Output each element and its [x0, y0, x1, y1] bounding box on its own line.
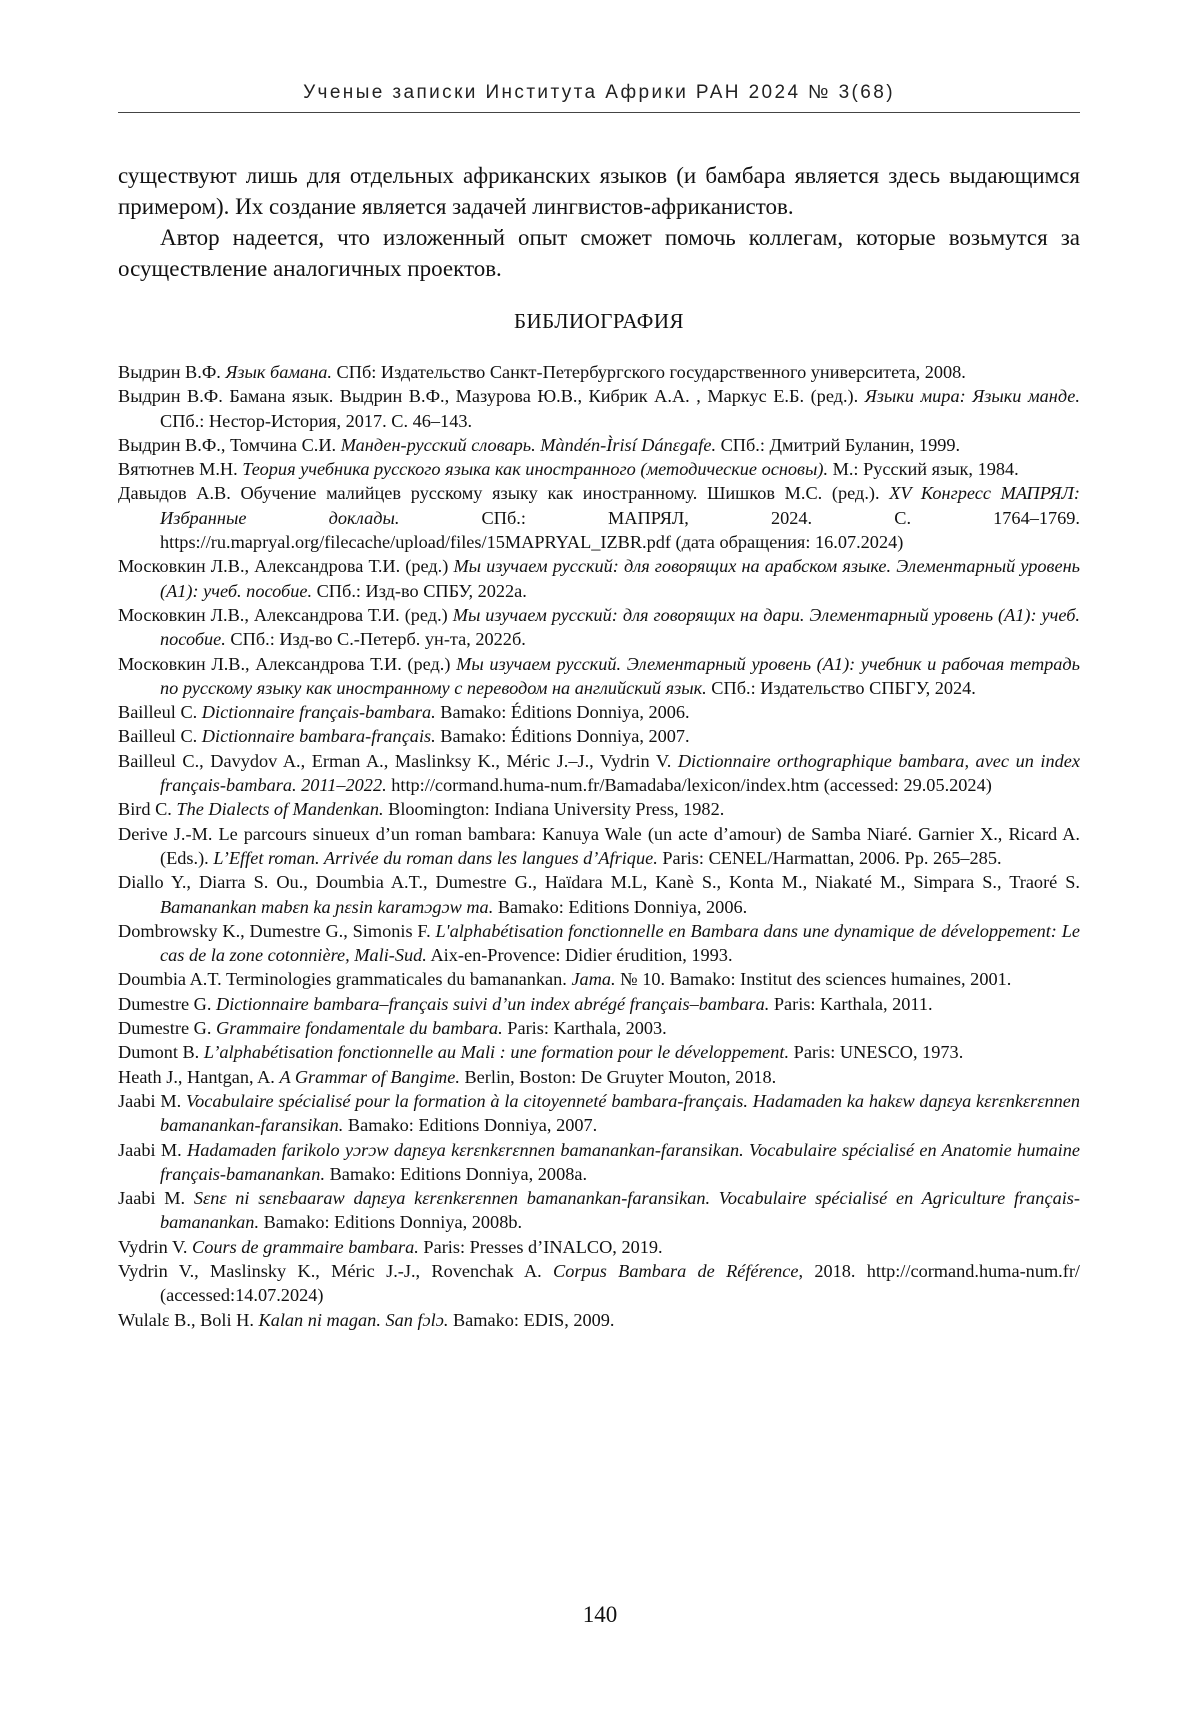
bibliography-entry-text: СПб.: Издательство СПБГУ, 2024. — [706, 677, 976, 698]
bibliography-entry-title: L’alphabétisation fonctionnelle au Mali : une formation pour le développement. — [203, 1042, 790, 1063]
bibliography-entry-text: Diallo Y., Diarra S. Ou., Doumbia A.T., Dumestre G., Haïdara M.L, Kanè S., Konta M., Niakaté M., Simpara S., Traoré S. — [118, 872, 1080, 893]
bibliography-entry — [118, 1308, 1080, 1332]
bibliography-entry-text: Jaabi M. — [118, 1188, 194, 1209]
bibliography-entry-title: Dictionnaire orthographique bambara, avec un index français-bambara. 2011–2022. — [160, 750, 1080, 796]
bibliography-entry-text: Vydrin V. — [118, 1236, 192, 1257]
bibliography-entry — [118, 603, 1080, 652]
bibliography-list — [118, 360, 1080, 1332]
bibliography-entry-text: Bamako: Éditions Donniya, 2007. — [435, 726, 690, 747]
bibliography-entry-text: Derive J.-M. Le parcours sinueux d’un roman bambara: Kanuya Wale (un acte d’amour) de Samba Niaré. Garnier X., Ricard A. (Eds.). — [118, 823, 1080, 868]
bibliography-entry-text: , 2018. http://cormand.huma-num.fr/ (accessed:14.07.2024) — [160, 1260, 1081, 1306]
bibliography-entry-text: Bamako: Editions Donniya, 2006. — [493, 896, 748, 917]
bibliography-entry-title: Kalan ni magan. San fɔlɔ. — [258, 1309, 449, 1330]
bibliography-entry-text: Vydrin V., Maslinsky K., Méric J.-J., Rovenchak A. — [118, 1260, 554, 1281]
bibliography-entry-text: Paris: CENEL/Harmattan, 2006. Pp. 265–285. — [657, 847, 1002, 868]
body-paragraph: Автор надеется, что изложенный опыт сможет помочь коллегам, которые возьмутся за осуществление аналогичных проектов. — [118, 225, 1080, 281]
bibliography-entry-text: № 10. Bamako: Institut des sciences humaines, 2001. — [615, 969, 1012, 990]
bibliography-entry-title: Мы изучаем русский. Элементарный уровень (А1): учебник и рабочая тетрадь по русскому языку как иностранному с переводом на английский язык. — [160, 653, 1080, 698]
bibliography-entry-text: Московкин Л.В., Александрова Т.И. (ред.) — [118, 604, 453, 625]
bibliography-entry-text: Выдрин В.Ф. — [118, 362, 226, 382]
body-text — [118, 160, 1080, 284]
bibliography-entry-title: Dictionnaire bambara–français suivi d’un index abrégé français–bambara. — [216, 993, 770, 1014]
bibliography-entry-title: Язык бамана. — [225, 362, 332, 382]
bibliography-entry-text: Bamako: Editions Donniya, 2007. — [343, 1115, 598, 1136]
bibliography-entry-text: Paris: Presses d’INALCO, 2019. — [418, 1236, 663, 1257]
bibliography-entry-text: Bamako: Éditions Donniya, 2006. — [435, 702, 690, 723]
bibliography-entry-text: Dumestre G. — [118, 1018, 216, 1039]
bibliography-entry-title: Dictionnaire bambara-français. — [201, 726, 436, 747]
bibliography-entry-text: Heath J., Hantgan, A. — [118, 1066, 280, 1087]
bibliography-entry-text: Berlin, Boston: De Gruyter Mouton, 2018. — [459, 1066, 777, 1087]
bibliography-entry-text: Dumont B. — [118, 1042, 204, 1063]
bibliography-entry-text: Московкин Л.В., Александрова Т.И. (ред.) — [118, 556, 454, 577]
bibliography-entry-text: СПб.: Дмитрий Буланин, 1999. — [716, 434, 961, 455]
bibliography-entry-title: Bamanankan mabɛn ka ɲɛsin karamɔgɔw ma. — [160, 896, 494, 917]
bibliography-entry — [118, 724, 1080, 748]
bibliography-entry-title: Теория учебника русского языка как иностранного (методические основы). — [242, 459, 829, 480]
bibliography-entry — [118, 360, 1080, 384]
bibliography-entry-title: Cours de grammaire bambara. — [192, 1236, 419, 1257]
bibliography-entry-text: Вятютнев М.Н. — [118, 459, 243, 480]
bibliography-entry-text: Bailleul C. — [118, 726, 202, 747]
bibliography-entry — [118, 1089, 1080, 1138]
bibliography-entry-text: СПб.: МАПРЯЛ, 2024. С. 1764–1769. https://ru.mapryal.org/filecache/upload/files/15MAPRYAL_IZBR.pdf (дата обращения: 16.07.2024) — [160, 507, 1080, 553]
bibliography-entry-title: A Grammar of Bangime. — [279, 1066, 460, 1087]
bibliography-entry-title: Sɛnɛ ni sɛnɛbaaraw daɲɛya kɛrɛnkɛrɛnnen bamanankan-faransikan. Vocabulaire spécialisé en Agriculture français-bamanankan. — [160, 1188, 1080, 1233]
bibliography-entry — [118, 1186, 1080, 1235]
bibliography-entry — [118, 1138, 1080, 1187]
bibliography-entry — [118, 992, 1080, 1016]
bibliography-entry-text: Wulalɛ B., Boli H. — [118, 1309, 259, 1330]
bibliography-entry-title: L’Effet roman. Arrivée du roman dans les langues d’Afrique. — [213, 847, 658, 868]
bibliography-entry-title: Vocabulaire spécialisé pour la formation à la citoyenneté bambara-français. Hadamaden ka hakɛw daɲɛya kɛrɛnkɛrɛnnen bamanankan-faransikan. — [160, 1090, 1081, 1136]
bibliography-entry-text: Jaabi M. — [118, 1139, 188, 1160]
bibliography-entry — [118, 797, 1080, 821]
bibliography-entry-title: Мы изучаем русский: для говорящих на дари. Элементарный уровень (А1): учеб. пособие. — [160, 604, 1080, 650]
bibliography-entry-text: Bailleul C. — [118, 702, 202, 723]
bibliography-entry — [118, 1259, 1080, 1308]
bibliography-entry-title: The Dialects of Mandenkan. — [176, 799, 384, 820]
bibliography-entry-text: Выдрин В.Ф., Томчина С.И. — [118, 434, 341, 455]
bibliography-entry-title: Corpus Bambara de Référence — [553, 1260, 799, 1281]
bibliography-entry — [118, 652, 1080, 701]
bibliography-entry-text: Paris: UNESCO, 1973. — [789, 1042, 964, 1063]
bibliography-entry-title: Мы изучаем русский: для говорящих на арабском языке. Элементарный уровень (А1): учеб. пособие. — [160, 556, 1080, 601]
bibliography-entry-text: Bloomington: Indiana University Press, 1982. — [383, 799, 725, 820]
bibliography-entry-text: Dombrowsky K., Dumestre G., Simonis F. — [118, 920, 436, 941]
page-number: 140 — [582, 1602, 618, 1627]
bibliography-entry-text: Bailleul C., Davydov A., Erman A., Maslinksy K., Méric J.–J., Vydrin V. — [118, 750, 678, 771]
bibliography-entry — [118, 967, 1080, 991]
bibliography-entry — [118, 1016, 1080, 1040]
bibliography-entry — [118, 749, 1080, 798]
bibliography-entry — [118, 700, 1080, 724]
bibliography-entry-text: Aix-en-Provence: Didier érudition, 1993. — [426, 945, 733, 966]
bibliography-entry-text: СПб.: Изд-во С.-Петерб. ун-та, 2022б. — [225, 629, 526, 650]
bibliography-entry — [118, 554, 1080, 603]
bibliography-entry-title: Языки мира: Языки манде. — [864, 386, 1080, 407]
bibliography-entry-title: L'alphabétisation fonctionnelle en Bambara dans une dynamique de développement: Le cas de la zone cotonnière, Mali-Sud. — [160, 920, 1080, 966]
body-paragraph: существуют лишь для отдельных африканских языков (и бамбара является здесь выдающимся примером). Их создание является задачей лингвистов-африканистов. — [118, 163, 1080, 219]
bibliography-entry-title: Манден-русский словарь. Màndén-Ìrisí Dánɛgafe. — [340, 434, 717, 455]
running-header: Ученые записки Института Африки РАН 2024 № 3(68) — [118, 82, 1080, 113]
bibliography-entry — [118, 822, 1080, 871]
bibliography-entry-text: Jaabi M. — [118, 1090, 186, 1111]
bibliography-entry — [118, 870, 1080, 919]
bibliography-entry-text: Давыдов А.В. Обучение малийцев русскому языку как иностранному. Шишков М.С. (ред.). — [118, 483, 890, 504]
bibliography-entry-text: Paris: Karthala, 2003. — [502, 1018, 667, 1039]
bibliography-entry — [118, 481, 1080, 554]
bibliography-entry-title: Dictionnaire français-bambara. — [201, 702, 436, 723]
bibliography-entry — [118, 1040, 1080, 1064]
bibliography-entry — [118, 1235, 1080, 1259]
bibliography-entry-text: Dumestre G. — [118, 993, 216, 1014]
bibliography-entry — [118, 384, 1080, 433]
bibliography-entry-text: Bird C. — [118, 799, 177, 820]
bibliography-entry-title: Jama. — [571, 969, 616, 990]
bibliography-entry-text: Doumbia A.T. Terminologies grammaticales du bamanankan. — [118, 969, 572, 990]
bibliography-entry-text: Bamako: EDIS, 2009. — [448, 1309, 615, 1330]
bibliography-entry-text: СПб: Издательство Санкт-Петербургского государственного университета, 2008. — [331, 362, 966, 382]
bibliography-entry-title: Hadamaden farikolo yɔrɔw daɲɛya kɛrɛnkɛrɛnnen bamanankan-faransikan. Vocabulaire spécialisé en Anatomie humaine français-bamanankan. — [160, 1139, 1081, 1184]
bibliography-entry — [118, 1065, 1080, 1089]
bibliography-entry-text: Московкин Л.В., Александрова Т.И. (ред.) — [118, 653, 457, 674]
bibliography-entry-title: Grammaire fondamentale du bambara. — [216, 1018, 503, 1039]
bibliography-entry — [118, 919, 1080, 968]
bibliography-entry-text: Bamako: Editions Donniya, 2008b. — [259, 1212, 523, 1233]
bibliography-entry-text: М.: Русский язык, 1984. — [828, 459, 1019, 480]
bibliography-entry-text: Paris: Karthala, 2011. — [769, 993, 933, 1014]
bibliography-entry-text: СПб.: Нестор-История, 2017. С. 46–143. — [160, 410, 473, 431]
bibliography-entry — [118, 433, 1080, 457]
bibliography-entry-text: СПб.: Изд-во СПБУ, 2022а. — [312, 580, 527, 601]
bibliography-entry-text: http://cormand.huma-num.fr/Bamadaba/lexicon/index.htm (accessed: 29.05.2024) — [386, 775, 992, 796]
bibliography-heading: БИБЛИОГРАФИЯ — [513, 309, 685, 333]
bibliography-entry-text: Bamako: Editions Donniya, 2008a. — [325, 1163, 588, 1184]
bibliography-entry-text: Выдрин В.Ф. Бамана язык. Выдрин В.Ф., Мазурова Ю.В., Кибрик А.А. , Маркус Е.Б. (ред.). — [118, 386, 865, 407]
bibliography-entry-title: XV Конгресс МАПРЯЛ: Избранные доклады. — [160, 483, 1080, 528]
bibliography-entry — [118, 457, 1080, 481]
